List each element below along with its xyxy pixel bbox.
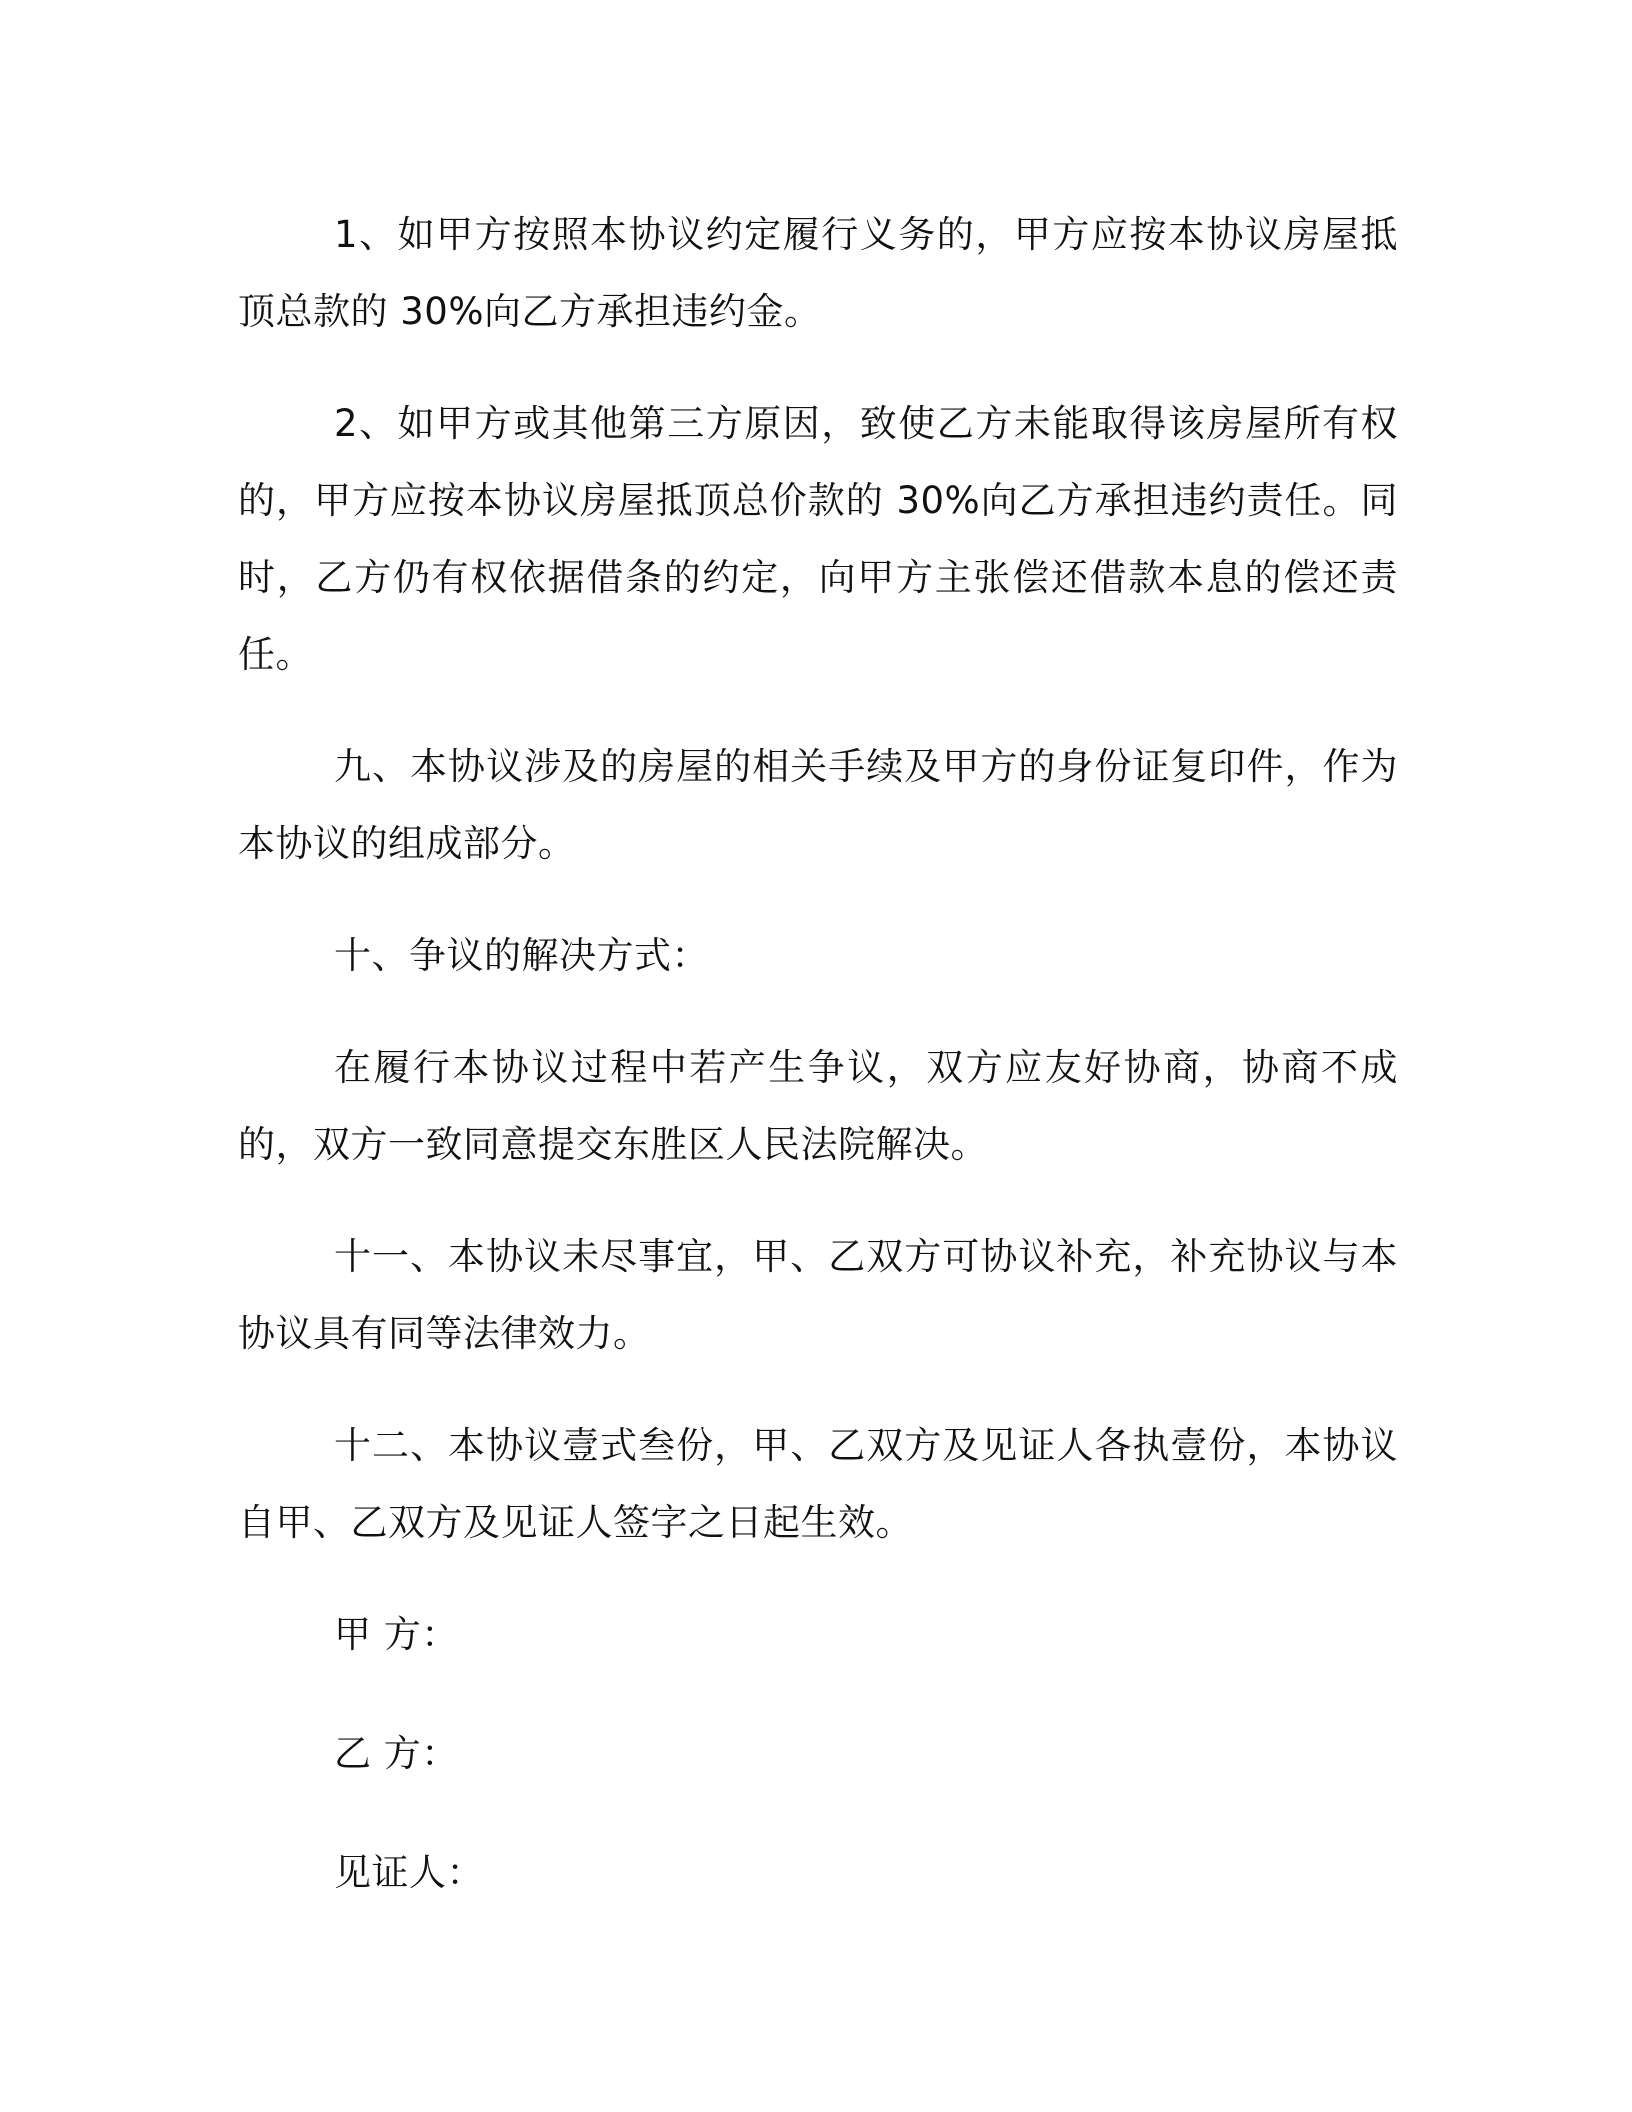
clause-eleven: 十一、本协议未尽事宜，甲、乙双方可协议补充，补充协议与本协议具有同等法律效力。	[238, 1235, 1398, 1355]
witness-signature-line: 见证人：	[334, 1851, 484, 1894]
clause-1-penalty: 1、如甲方按照本协议约定履行义务的，甲方应按本协议房屋抵顶总款的 30%向乙方承担违约金。	[238, 213, 1398, 333]
party-a-signature-line: 甲 方：	[334, 1613, 459, 1656]
party-b-signature-line: 乙 方：	[334, 1732, 459, 1775]
clause-twelve: 十二、本协议壹式叁份，甲、乙双方及见证人各执壹份，本协议自甲、乙双方及见证人签字之日起生效。	[238, 1424, 1398, 1544]
clause-ten-heading: 十、争议的解决方式：	[334, 934, 709, 977]
clause-2-penalty: 2、如甲方或其他第三方原因，致使乙方未能取得该房屋所有权的，甲方应按本协议房屋抵顶总价款的 30%向乙方承担违约责任。同时，乙方仍有权依据借条的约定，向甲方主张偿还借款本息的偿还责任。	[238, 402, 1398, 676]
document-page	[238, 196, 1398, 1953]
clause-ten-body: 在履行本协议过程中若产生争议，双方应友好协商，协商不成的，双方一致同意提交东胜区人民法院解决。	[238, 1046, 1398, 1166]
clause-nine: 九、本协议涉及的房屋的相关手续及甲方的身份证复印件，作为本协议的组成部分。	[238, 745, 1398, 865]
